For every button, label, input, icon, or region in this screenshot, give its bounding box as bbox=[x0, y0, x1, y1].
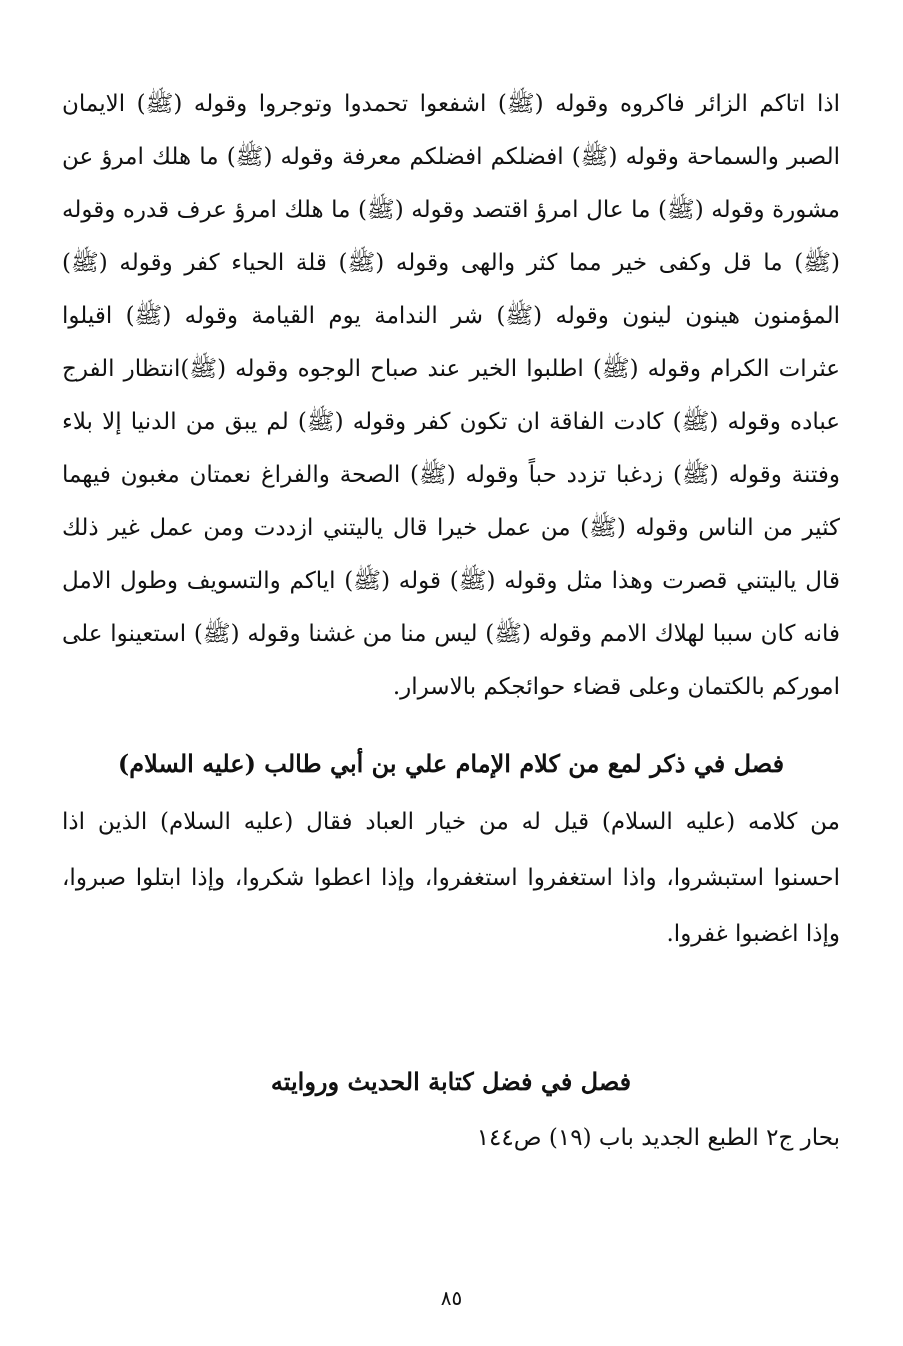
reference-line: بحار ج٢ الطبع الجديد باب (١٩) ص١٤٤ bbox=[476, 1125, 840, 1151]
section-heading: فصل في فضل كتابة الحديث وروايته bbox=[270, 1067, 632, 1096]
body-paragraph: اذا اتاكم الزائر فاكروه وقوله (ﷺ) اشفعوا تحمدوا وتوجروا وقوله (ﷺ) الايمان الصبر والسماحة وقوله (ﷺ) افضلكم افضلكم معرفة وقوله (ﷺ) ما هلك امرؤ عن مشورة وقوله (ﷺ) ما عال امرؤ اقتصد وقوله (ﷺ) ما هلك امرؤ عرف قدره وقوله (ﷺ) ما قل وكفى خير مما كثر والهى وقوله (ﷺ) قلة الحياء كفر وقوله (ﷺ) المؤمنون هينون لينون وقوله (ﷺ) شر الندامة يوم القيامة وقوله (ﷺ) اقيلوا عثرات الكرام وقوله (ﷺ) اطلبوا الخير عند صباح الوجوه وقوله (ﷺ)انتظار الفرج عباده وقوله (ﷺ) كادت الفاقة ان تكون كفر وقوله (ﷺ) لم يبق من الدنيا إلا بلاء وفتنة وقوله (ﷺ) زدغبا تزدد حباً وقوله (ﷺ) الصحة والفراغ نعمتان مغبون فيهما كثير من الناس وقوله (ﷺ) من عمل خيرا قال ياليتني ازددت ومن عمل غير ذلك قال ياليتني قصرت وهذا مثل وقوله (ﷺ) قوله (ﷺ) اياكم والتسويف وطول الامل فانه كان سببا لهلاك الامم وقوله (ﷺ) ليس منا من غشنا وقوله (ﷺ) استعينوا على اموركم بالكتمان وعلى قضاء حوائجكم بالاسرار. bbox=[62, 91, 840, 700]
body-paragraph: من كلامه (عليه السلام) قيل له من خيار العباد فقال (عليه السلام) الذين اذا احسنوا استبشروا، واذا استغفروا استغفروا، وإذا اعطوا شكروا، وإذا ابتلوا صبروا، وإذا اغضبوا غفروا. bbox=[62, 809, 840, 947]
page-number: ٨٥ bbox=[440, 1286, 463, 1310]
section-heading: فصل في ذكر لمع من كلام الإمام علي بن أبي طالب (عليه السلام) bbox=[117, 749, 785, 778]
page-content bbox=[62, 78, 840, 1160]
